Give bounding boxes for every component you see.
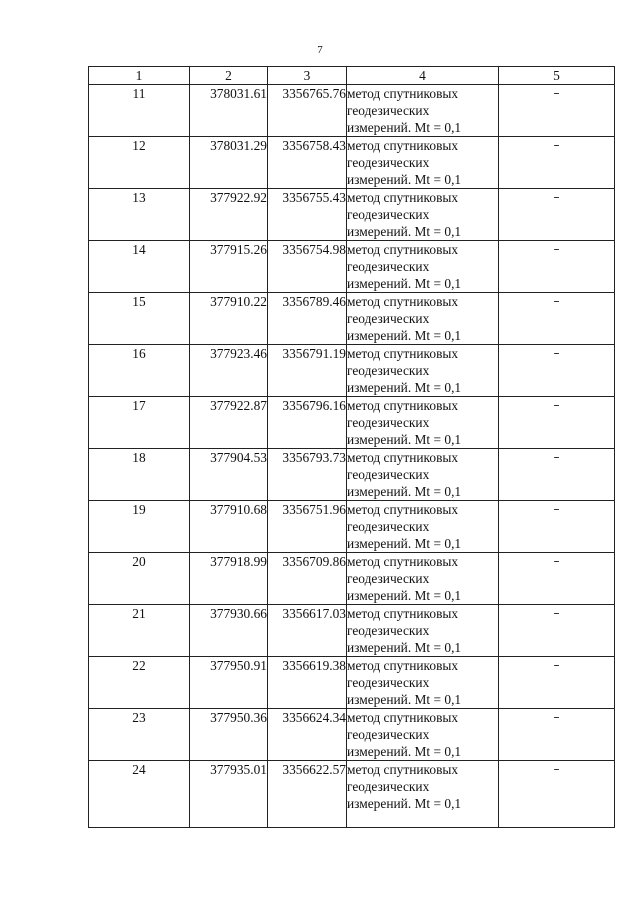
table-row [89, 709, 615, 761]
method-line: измерений. Mt = 0,1 [347, 640, 462, 655]
coordinate-x-cell: 377950.91 [190, 657, 268, 709]
method-line: геодезических [347, 519, 430, 534]
method-line: измерений. Mt = 0,1 [347, 380, 462, 395]
method-line: метод спутниковых [347, 762, 459, 777]
table-row [89, 345, 615, 397]
table-row [89, 293, 615, 345]
coordinate-y-cell: 3356791.19 [268, 345, 347, 397]
method-line: измерений. Mt = 0,1 [347, 536, 462, 551]
coordinate-y-cell: 3356793.73 [268, 449, 347, 501]
method-line: геодезических [347, 311, 430, 326]
table-row [89, 605, 615, 657]
method-line: метод спутниковых [347, 502, 459, 517]
coordinate-y-cell: 3356758.43 [268, 137, 347, 189]
method-line: метод спутниковых [347, 450, 459, 465]
column-5-cell: – [499, 449, 615, 501]
column-5-cell: – [499, 85, 615, 137]
coordinate-x-cell: 377922.92 [190, 189, 268, 241]
method-cell [347, 605, 499, 657]
method-cell [347, 761, 499, 828]
method-line: измерений. Mt = 0,1 [347, 484, 462, 499]
method-line: метод спутниковых [347, 138, 459, 153]
coordinates-table [88, 66, 615, 828]
coordinate-x-cell: 377918.99 [190, 553, 268, 605]
coordinate-x-cell: 377915.26 [190, 241, 268, 293]
header-cell: 2 [190, 67, 268, 85]
method-cell [347, 293, 499, 345]
point-number-cell: 14 [89, 241, 190, 293]
method-line: геодезических [347, 207, 430, 222]
method-cell [347, 345, 499, 397]
method-line: метод спутниковых [347, 658, 459, 673]
method-line: метод спутниковых [347, 294, 459, 309]
method-line: метод спутниковых [347, 398, 459, 413]
coordinate-y-cell: 3356754.98 [268, 241, 347, 293]
table-row [89, 449, 615, 501]
point-number-cell: 13 [89, 189, 190, 241]
point-number-cell: 20 [89, 553, 190, 605]
point-number-cell: 15 [89, 293, 190, 345]
method-line: геодезических [347, 675, 430, 690]
column-5-cell: – [499, 605, 615, 657]
coordinate-x-cell: 377923.46 [190, 345, 268, 397]
point-number-cell: 18 [89, 449, 190, 501]
method-line: метод спутниковых [347, 190, 459, 205]
column-5-cell: – [499, 241, 615, 293]
method-line: геодезических [347, 623, 430, 638]
header-cell: 3 [268, 67, 347, 85]
coordinate-x-cell: 378031.29 [190, 137, 268, 189]
method-line: метод спутниковых [347, 346, 459, 361]
method-line: геодезических [347, 363, 430, 378]
table-row [89, 553, 615, 605]
coordinate-y-cell: 3356755.43 [268, 189, 347, 241]
coordinate-x-cell: 377950.36 [190, 709, 268, 761]
coordinate-x-cell: 377904.53 [190, 449, 268, 501]
coordinate-x-cell: 377910.22 [190, 293, 268, 345]
column-5-cell: – [499, 761, 615, 828]
column-5-cell: – [499, 189, 615, 241]
column-5-cell: – [499, 709, 615, 761]
method-line: метод спутниковых [347, 242, 459, 257]
method-line: геодезических [347, 155, 430, 170]
point-number-cell: 22 [89, 657, 190, 709]
method-line: измерений. Mt = 0,1 [347, 120, 462, 135]
column-5-cell: – [499, 501, 615, 553]
point-number-cell: 23 [89, 709, 190, 761]
point-number-cell: 24 [89, 761, 190, 828]
coordinate-y-cell: 3356622.57 [268, 761, 347, 828]
table-row [89, 189, 615, 241]
method-line: геодезических [347, 103, 430, 118]
coordinate-y-cell: 3356765.76 [268, 85, 347, 137]
coordinate-y-cell: 3356789.46 [268, 293, 347, 345]
column-5-cell: – [499, 345, 615, 397]
header-cell: 4 [347, 67, 499, 85]
method-cell [347, 241, 499, 293]
method-line: геодезических [347, 571, 430, 586]
method-line: метод спутниковых [347, 710, 459, 725]
column-5-cell: – [499, 293, 615, 345]
table-header-row [89, 67, 615, 85]
header-cell: 5 [499, 67, 615, 85]
point-number-cell: 17 [89, 397, 190, 449]
coordinate-y-cell: 3356709.86 [268, 553, 347, 605]
method-cell [347, 501, 499, 553]
table-row [89, 241, 615, 293]
method-line: измерений. Mt = 0,1 [347, 328, 462, 343]
coordinates-table-body [89, 67, 615, 828]
method-line: измерений. Mt = 0,1 [347, 276, 462, 291]
point-number-cell: 12 [89, 137, 190, 189]
method-line: метод спутниковых [347, 606, 459, 621]
coordinate-x-cell: 377930.66 [190, 605, 268, 657]
column-5-cell: – [499, 137, 615, 189]
coordinate-x-cell: 377910.68 [190, 501, 268, 553]
method-line: геодезических [347, 779, 430, 794]
column-5-cell: – [499, 657, 615, 709]
column-5-cell: – [499, 397, 615, 449]
point-number-cell: 16 [89, 345, 190, 397]
method-cell [347, 189, 499, 241]
method-line: измерений. Mt = 0,1 [347, 692, 462, 707]
method-line: геодезических [347, 727, 430, 742]
method-line: измерений. Mt = 0,1 [347, 588, 462, 603]
method-line: измерений. Mt = 0,1 [347, 224, 462, 239]
point-number-cell: 21 [89, 605, 190, 657]
coordinate-y-cell: 3356796.16 [268, 397, 347, 449]
page-number: 7 [317, 44, 323, 56]
method-cell [347, 709, 499, 761]
table-row [89, 137, 615, 189]
method-line: метод спутниковых [347, 86, 459, 101]
point-number-cell: 11 [89, 85, 190, 137]
method-line: метод спутниковых [347, 554, 459, 569]
coordinate-y-cell: 3356619.38 [268, 657, 347, 709]
coordinate-y-cell: 3356624.34 [268, 709, 347, 761]
table-row [89, 501, 615, 553]
method-cell [347, 657, 499, 709]
point-number-cell: 19 [89, 501, 190, 553]
method-cell [347, 397, 499, 449]
method-cell [347, 553, 499, 605]
method-line: измерений. Mt = 0,1 [347, 432, 462, 447]
coordinate-y-cell: 3356617.03 [268, 605, 347, 657]
coordinate-x-cell: 377935.01 [190, 761, 268, 828]
column-5-cell: – [499, 553, 615, 605]
method-line: геодезических [347, 467, 430, 482]
table-row [89, 761, 615, 828]
method-line: измерений. Mt = 0,1 [347, 744, 462, 759]
method-line: геодезических [347, 415, 430, 430]
table-row [89, 397, 615, 449]
table-row [89, 85, 615, 137]
method-cell [347, 85, 499, 137]
method-line: геодезических [347, 259, 430, 274]
table-row [89, 657, 615, 709]
coordinate-x-cell: 377922.87 [190, 397, 268, 449]
method-cell [347, 449, 499, 501]
coordinate-x-cell: 378031.61 [190, 85, 268, 137]
method-cell [347, 137, 499, 189]
method-line: измерений. Mt = 0,1 [347, 172, 462, 187]
header-cell: 1 [89, 67, 190, 85]
method-line: измерений. Mt = 0,1 [347, 796, 462, 811]
coordinate-y-cell: 3356751.96 [268, 501, 347, 553]
